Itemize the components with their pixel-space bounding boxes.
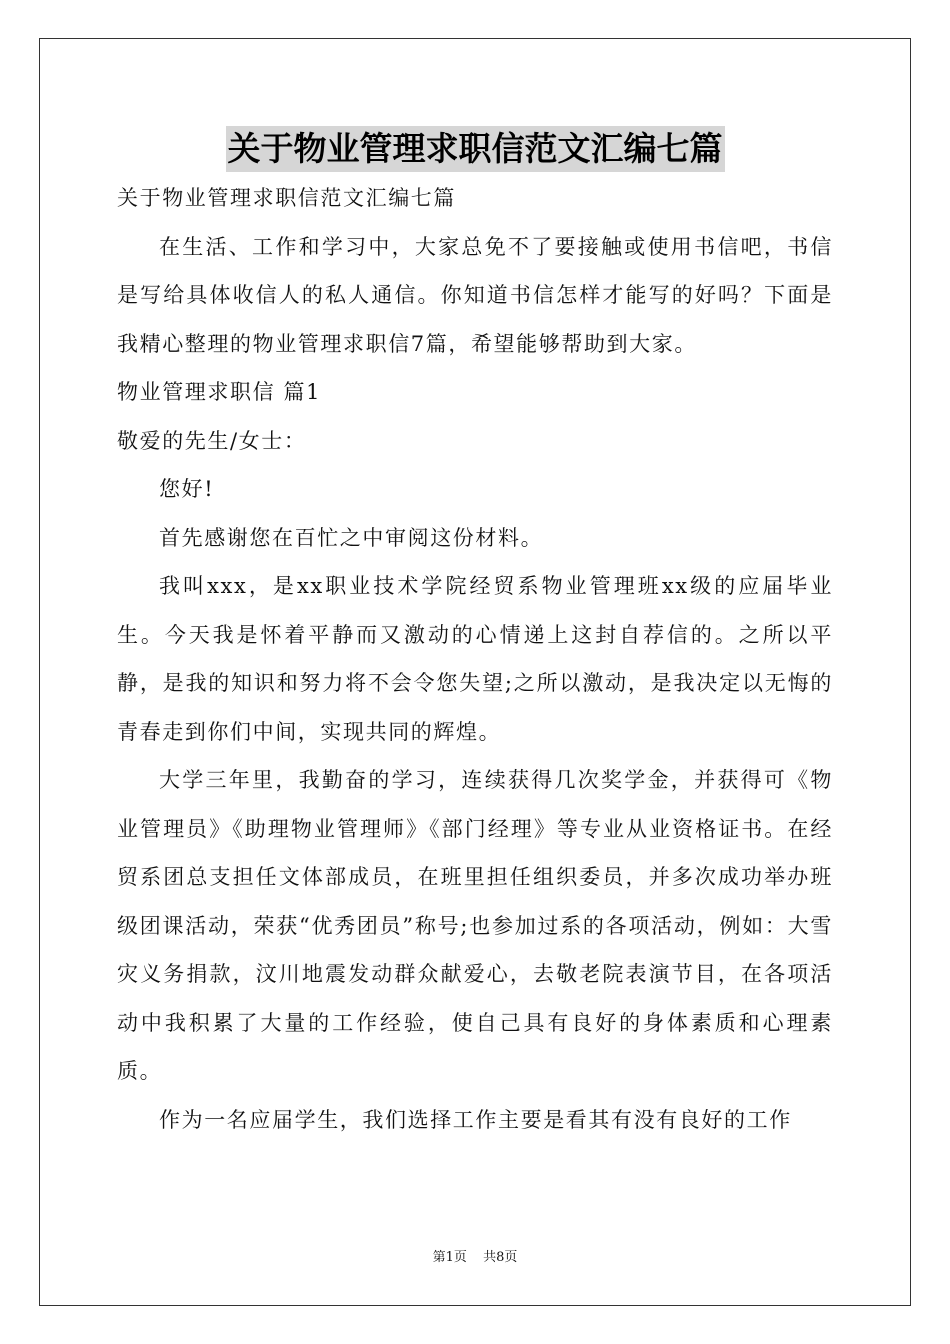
paragraph-university: 大学三年里，我勤奋的学习，连续获得几次奖学金，并获得可《物业管理员》《助理物业管理师》《部门经理》等专业从业资格证书。在经贸系团总支担任文体部成员，在班里担任组织委员，并多次成功举办班级团课活动，荣获“优秀团员”称号;也参加过系的各项活动，例如：大雪灾义务捐款，汶川地震发动群众献爱心，去敬老院表演节目，在各项活动中我积累了大量的工作经验，使自己具有良好的身体素质和心理素质。	[117, 768, 833, 1083]
salutation: 敬爱的先生/女士：	[117, 428, 307, 453]
paragraph-thanks: 首先感谢您在百忙之中审阅这份材料。	[159, 525, 544, 550]
paragraph-subtitle: 关于物业管理求职信范文汇编七篇	[117, 186, 456, 210]
page-number: 第1页	[432, 1250, 467, 1265]
title-area	[0, 126, 950, 172]
paragraph-self-intro: 我叫xxx，是xx职业技术学院经贸系物业管理班xx级的应届毕业生。今天我是怀着平静而又激动的心情递上这封自荐信的。之所以平静，是我的知识和努力将不会令您失望;之所以激动，是我决定以无悔的青春走到你们中间，实现共同的辉煌。	[117, 574, 833, 744]
document-title: 关于物业管理求职信范文汇编七篇	[226, 126, 725, 172]
paragraph-intro: 在生活、工作和学习中，大家总免不了要接触或使用书信吧，书信是写给具体收信人的私人通信。你知道书信怎样才能写的好吗？下面是我精心整理的物业管理求职信7篇，希望能够帮助到大家。	[117, 234, 833, 356]
paragraph-job-choice: 作为一名应届学生，我们选择工作主要是看其有没有良好的工作	[159, 1107, 792, 1132]
section-heading: 物业管理求职信 篇1	[117, 380, 322, 404]
page-count: 共8页	[483, 1250, 518, 1265]
greeting: 您好!	[159, 477, 215, 501]
document-body	[117, 174, 833, 1144]
page-footer	[0, 1246, 950, 1265]
